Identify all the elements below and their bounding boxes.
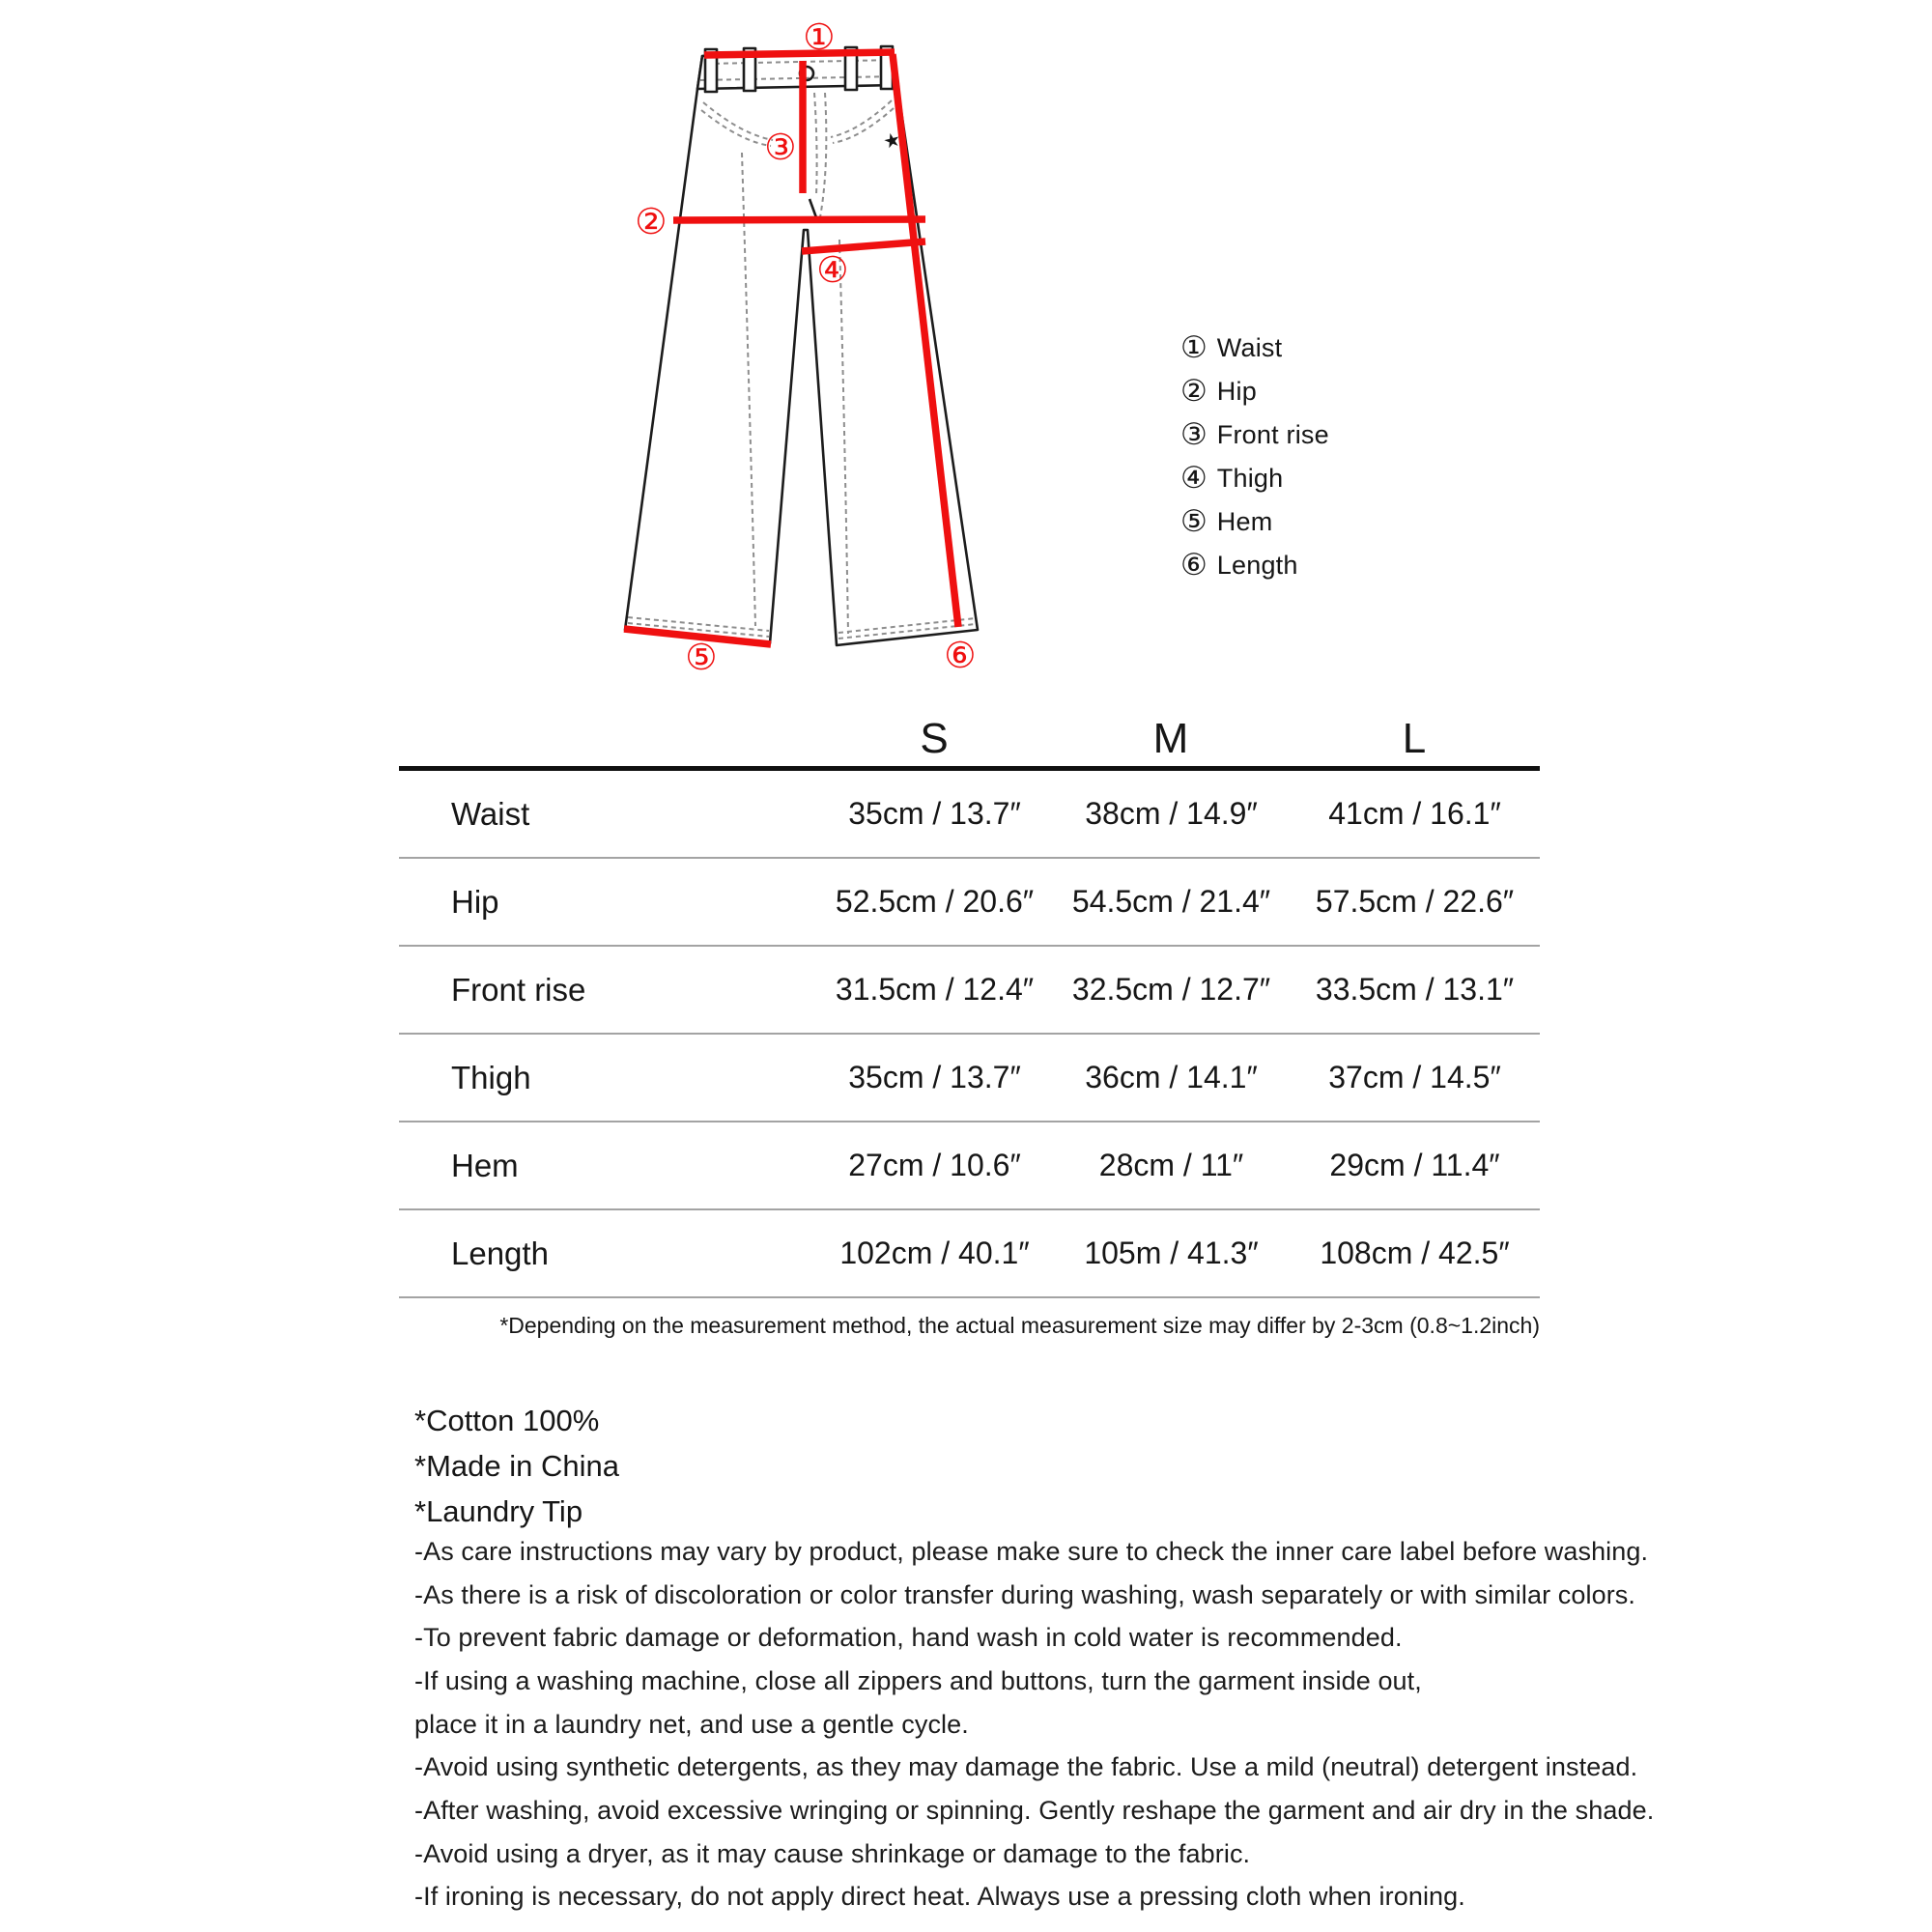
legend-label: Hem (1216, 507, 1273, 536)
legend-num: ② (1180, 374, 1208, 409)
cell-value: 29cm / 11.4″ (1329, 1148, 1500, 1182)
row-label: Hem (451, 1147, 519, 1183)
marker-3-front-rise: ③ (764, 127, 797, 168)
care-line: -To prevent fabric damage or deformation, hand wash in cold water is recommended. (414, 1623, 1403, 1653)
row-label: Waist (451, 795, 530, 832)
table-row-thigh (399, 1035, 1540, 1122)
row-label: Thigh (451, 1059, 531, 1095)
waist-measure-line (704, 52, 895, 55)
legend-label: Front rise (1216, 420, 1329, 449)
marker-2-hip: ② (635, 201, 668, 242)
measurement-legend (1180, 327, 1329, 587)
cell-value: 27cm / 10.6″ (848, 1148, 1021, 1182)
cell-value: 52.5cm / 20.6″ (835, 884, 1035, 919)
legend-num: ④ (1180, 461, 1208, 496)
row-label: Length (451, 1235, 549, 1271)
care-line: -As there is a risk of discoloration or color transfer during washing, wash separately or with similar colors. (414, 1579, 1635, 1609)
size-table-header (399, 711, 1540, 771)
care-instructions (414, 1530, 1654, 1918)
cell-value: 35cm / 13.7″ (848, 796, 1021, 831)
legend-label: Waist (1216, 333, 1283, 362)
cell-value: 28cm / 11″ (1098, 1148, 1244, 1182)
legend-item-hip (1180, 370, 1329, 413)
cell-value: 33.5cm / 13.1″ (1315, 972, 1515, 1007)
care-line: -If using a washing machine, close all zippers and buttons, turn the garment inside out, (414, 1665, 1422, 1695)
care-line: -If ironing is necessary, do not apply direct heat. Always use a pressing cloth when ironing. (414, 1882, 1465, 1912)
marker-4-thigh: ④ (816, 249, 849, 291)
measurement-disclaimer: *Depending on the measurement method, the actual measurement size may differ by 2-3cm (0.8~1.2inch) (499, 1313, 1540, 1338)
table-row-front-rise (399, 947, 1540, 1035)
care-line: -Avoid using synthetic detergents, as they may damage the fabric. Use a mild (neutral) detergent instead. (414, 1752, 1638, 1782)
legend-item-length (1180, 544, 1329, 587)
cell-value: 41cm / 16.1″ (1328, 796, 1501, 831)
legend-item-waist (1180, 327, 1329, 370)
cell-value: 32.5cm / 12.7″ (1071, 972, 1271, 1007)
hip-measure-line (673, 219, 925, 220)
cell-value: 102cm / 40.1″ (839, 1236, 1030, 1270)
fact-origin: *Made in China (414, 1448, 619, 1483)
column-header-l: L (1402, 714, 1428, 762)
legend-label: Length (1216, 551, 1298, 580)
cell-value: 35cm / 13.7″ (848, 1060, 1021, 1094)
care-line: -Avoid using a dryer, as it may cause shrinkage or damage to the fabric. (414, 1838, 1251, 1868)
pants-measurement-diagram (570, 14, 1053, 681)
cell-value: 108cm / 42.5″ (1320, 1236, 1510, 1270)
marker-6-length: ⑥ (944, 635, 977, 676)
cell-value: 105m / 41.3″ (1084, 1236, 1259, 1270)
care-line: place it in a laundry net, and use a gentle cycle. (414, 1709, 969, 1739)
table-row-hem (399, 1122, 1540, 1210)
row-label: Hip (451, 883, 499, 920)
legend-label: Thigh (1216, 464, 1284, 493)
cell-value: 37cm / 14.5″ (1328, 1060, 1501, 1094)
product-facts (414, 1398, 619, 1534)
cell-value: 31.5cm / 12.4″ (835, 972, 1035, 1007)
row-label: Front rise (451, 971, 586, 1008)
star-mark: ★ (880, 127, 903, 155)
fact-material: *Cotton 100% (414, 1403, 600, 1437)
cell-value: 38cm / 14.9″ (1085, 796, 1258, 831)
column-header-s: S (920, 714, 950, 762)
table-row-waist (399, 771, 1540, 859)
care-line: -As care instructions may vary by product, please make sure to check the inner care label before washing. (414, 1536, 1649, 1566)
legend-item-front-rise (1180, 413, 1329, 457)
table-row-hip (399, 859, 1540, 947)
legend-item-thigh (1180, 457, 1329, 500)
size-table (399, 711, 1540, 1339)
column-header-m: M (1152, 714, 1190, 762)
table-row-length (399, 1210, 1540, 1298)
marker-5-hem: ⑤ (685, 637, 718, 678)
cell-value: 57.5cm / 22.6″ (1315, 884, 1515, 919)
legend-label: Hip (1216, 377, 1257, 406)
care-line: -After washing, avoid excessive wringing or spinning. Gently reshape the garment and air dry in the shade. (414, 1795, 1655, 1825)
cell-value: 54.5cm / 21.4″ (1071, 884, 1271, 919)
legend-num: ⑥ (1180, 548, 1208, 582)
legend-num: ⑤ (1180, 504, 1208, 539)
legend-item-hem (1180, 500, 1329, 544)
marker-1-waist: ① (803, 16, 836, 58)
legend-num: ③ (1180, 417, 1208, 452)
legend-num: ① (1180, 330, 1208, 365)
fact-laundry-tip-heading: *Laundry Tip (414, 1493, 583, 1528)
cell-value: 36cm / 14.1″ (1085, 1060, 1258, 1094)
